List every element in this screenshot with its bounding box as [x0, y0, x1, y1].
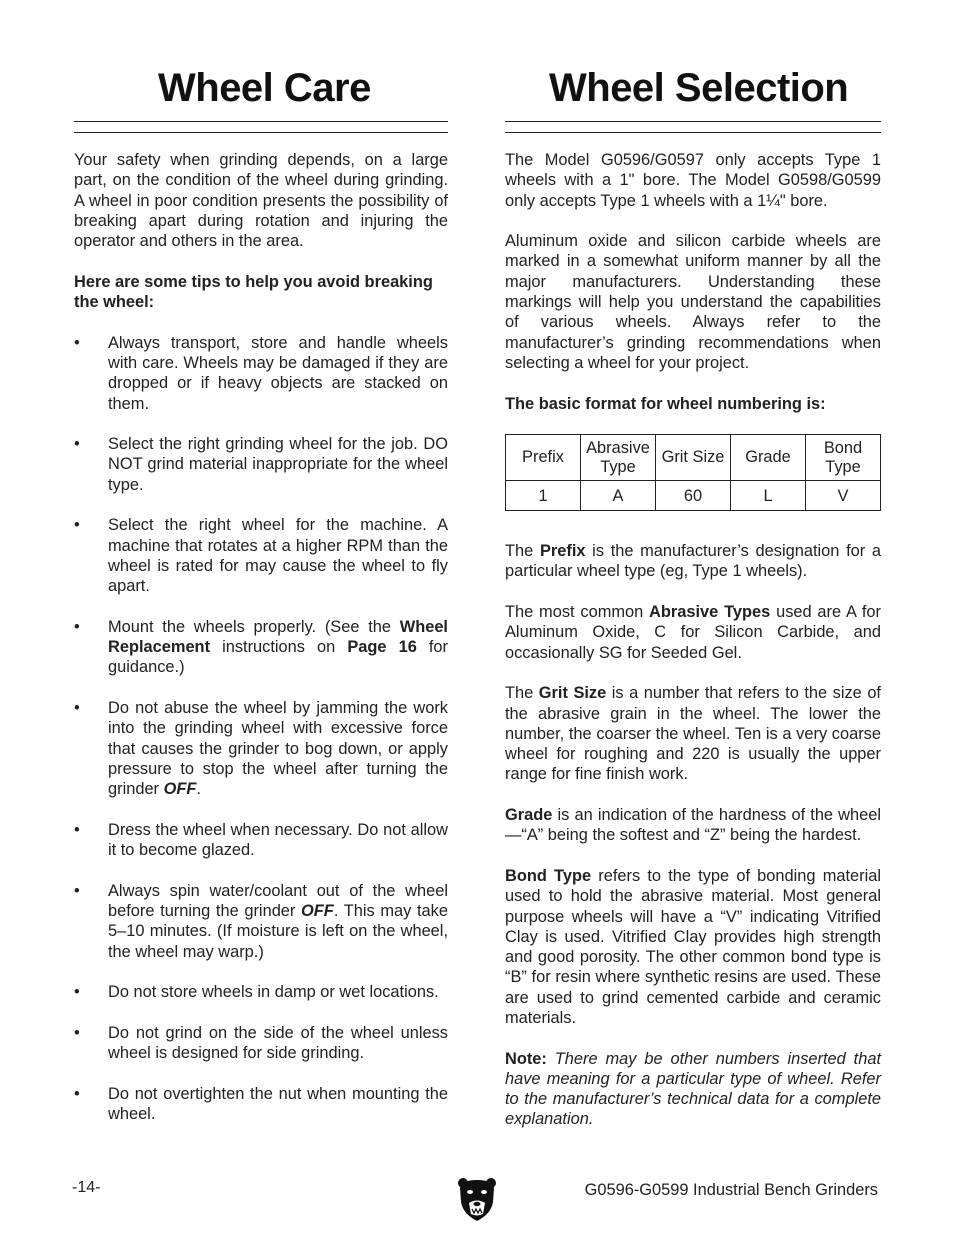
tip-item: • Do not overtighten the nut when mounting the wheel.: [74, 1084, 448, 1123]
abrasive-text: The most common Abrasive Types used are A for Aluminum Oxide, C for Silicon Carbide, and occasionally SG for Seeded Gel.: [505, 603, 881, 662]
markings-text: Aluminum oxide and silicon carbide wheels are marked in a somewhat uniform manner by all the major manufacturers. Understanding these markings will help you understand the capabilities of various wheels. Always refer to the manufacturer’s grinding recommendations when selecting a wheel for your project.: [505, 232, 881, 372]
wheel-care-title: Wheel Care: [158, 66, 371, 110]
wheel-care-intro: Your safety when grinding depends, on a large part, on the condition of the wheel during grinding. A wheel in poor condition presents the possibility of breaking apart during rotation and injuring the operator and others in the area.: [74, 151, 448, 251]
off-emphasis: OFF: [301, 901, 334, 920]
tips-heading: Here are some tips to help you avoid breaking the wheel:: [74, 272, 433, 312]
table-header-cell: Abrasive Type: [581, 435, 656, 481]
table-cell: A: [581, 481, 656, 511]
bond-text: Bond Type refers to the type of bonding material used to hold the abrasive material. Most general purpose wheels will have a “V” indicating Vitrified Clay is used. Vitrified Clay provides high strength and good porosity. The other common bond type is “B” for resin where synthetic resins are used. These are used to grind cemented carbide and ceramic materials.: [505, 866, 881, 1027]
table-cell: 60: [656, 481, 731, 511]
bullet-icon: •: [74, 1084, 80, 1103]
bullet-icon: •: [74, 516, 80, 535]
table-header-row: [506, 435, 881, 481]
wheel-number-table: [505, 434, 881, 511]
bullet-icon: •: [74, 617, 80, 636]
grit-text: The Grit Size is a number that refers to the size of the abrasive grain in the wheel. The lower the number, the coarser the wheel. Ten is a very coarse wheel for roughing and 220 is usually the upper range for fine finish work.: [505, 684, 881, 784]
format-heading: The basic format for wheel numbering is:: [505, 394, 826, 413]
page-number: -14-: [72, 1179, 101, 1196]
bullet-icon: •: [74, 983, 80, 1002]
table-header-cell: Bond Type: [806, 435, 881, 481]
tip-item: • Always transport, store and handle wheels with care. Wheels may be damaged if they are dropped or if heavy objects are stacked on them.: [74, 333, 448, 413]
tip-item: • Mount the wheels properly. (See the Wheel Replacement instructions on Page 16 for guidance.): [74, 617, 448, 677]
tip-item: • Select the right wheel for the machine. A machine that rotates at a higher RPM than the wheel is rated for may cause the wheel to fly apart.: [74, 516, 448, 596]
tip-item: • Always spin water/coolant out of the wheel before turning the grinder OFF. This may take 5–10 minutes. (If moisture is left on the wheel, the wheel may warp.): [74, 881, 448, 961]
table-header-cell: Prefix: [506, 435, 581, 481]
wheel-selection-title: Wheel Selection: [549, 66, 849, 110]
table-row: [506, 481, 881, 511]
tip-item: • Do not abuse the wheel by jamming the work into the grinding wheel with excessive force that causes the grinder to bog down, or apply pressure to stop the wheel after turning the grinder OFF.: [74, 699, 448, 799]
page-ref: Page 16: [347, 638, 417, 657]
model-bore-text: The Model G0596/G0597 only accepts Type 1 wheels with a 1" bore. The Model G0598/G0599 only accepts Type 1 wheels with a 1¼" bore.: [505, 151, 881, 210]
table-cell: V: [806, 481, 881, 511]
prefix-text: The Prefix is the manufacturer’s designation for a particular wheel type (eg, Type 1 wheels).: [505, 542, 881, 581]
wheel-selection-rule: [505, 121, 881, 133]
product-name: G0596-G0599 Industrial Bench Grinders: [584, 1181, 878, 1199]
bear-head-logo-icon: [457, 1176, 497, 1222]
off-emphasis: OFF: [163, 780, 197, 799]
table-header-cell: Grade: [731, 435, 806, 481]
bullet-icon: •: [74, 820, 80, 839]
bullet-icon: •: [74, 881, 80, 900]
bullet-icon: •: [74, 333, 80, 352]
grade-text: Grade is an indication of the hardness of the wheel—“A” being the softest and “Z” being the hardest.: [505, 806, 881, 845]
wheel-selection-body: [505, 150, 881, 1150]
bullet-icon: •: [74, 699, 80, 718]
tip-item: • Select the right grinding wheel for the job. DO NOT grind material inappropriate for the wheel type.: [74, 435, 448, 494]
tip-item: • Do not grind on the side of the wheel unless wheel is designed for side grinding.: [74, 1023, 448, 1063]
bullet-icon: •: [74, 1023, 80, 1042]
table-cell: 1: [506, 481, 581, 511]
tip-item: • Do not store wheels in damp or wet locations.: [74, 983, 439, 1002]
tip-item: • Dress the wheel when necessary. Do not allow it to become glazed.: [74, 820, 448, 860]
note-text: Note: There may be other numbers inserted that have meaning for a particular type of wheel. Refer to the manufacturer’s technical data for a complete explanation.: [505, 1049, 881, 1129]
bullet-icon: •: [74, 435, 80, 454]
tips-list: [74, 333, 448, 1125]
wheel-care-rule: [74, 121, 448, 133]
wheel-replacement-ref: Wheel Replacement: [108, 617, 448, 657]
wheel-care-body: [74, 150, 448, 1145]
table-cell: L: [731, 481, 806, 511]
table-header-cell: Grit Size: [656, 435, 731, 481]
